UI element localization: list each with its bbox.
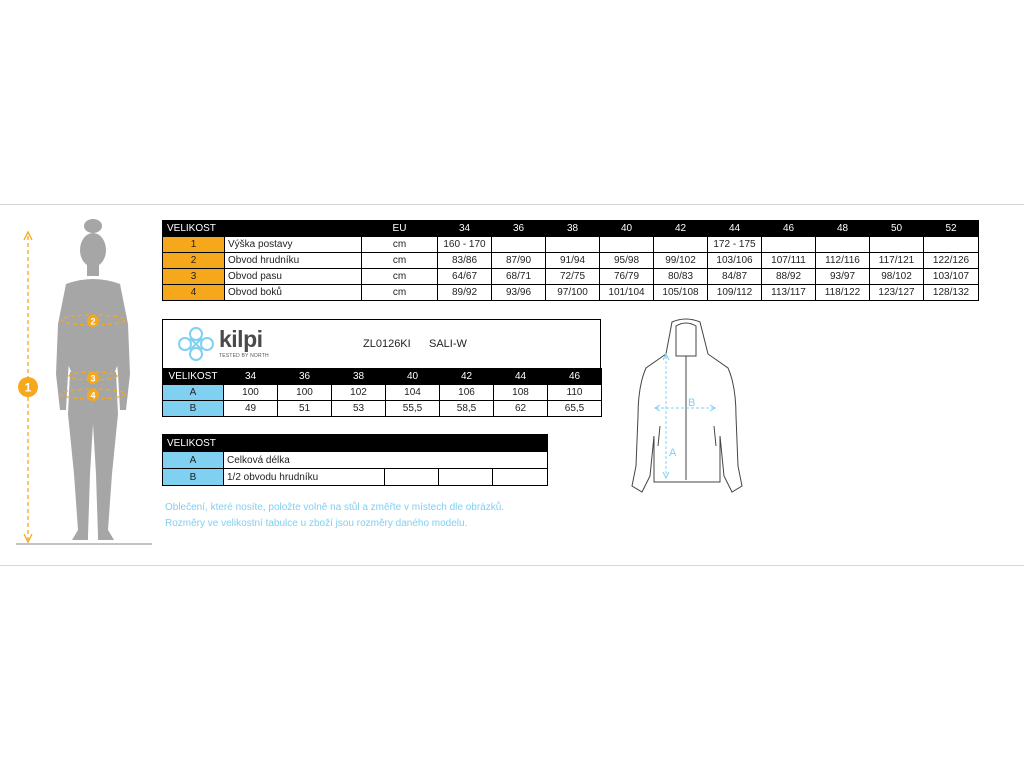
table-cell: 103/106 [708,253,762,269]
table-cell: 106 [440,385,494,401]
table-cell: 51 [278,401,332,417]
table-cell: 112/116 [816,253,870,269]
table-cell: 118/122 [816,285,870,301]
header-size: 44 [708,221,762,237]
table-cell: 55,5 [386,401,440,417]
header-size: 40 [386,369,440,385]
product-size-table [162,368,602,417]
header-eu: EU [362,221,438,237]
brand-name: kilpi [219,326,263,352]
table-cell: 110 [548,385,602,401]
kilpi-logo-icon [177,326,215,362]
table-cell [385,469,439,486]
table-cell: 100 [278,385,332,401]
table-cell [439,469,493,486]
table-cell: 102 [332,385,386,401]
table-row [163,285,979,301]
row-description: 1/2 obvodu hrudníku [224,469,385,486]
table-header-row [163,221,979,237]
measurement-key-table [162,434,548,486]
table-cell: 97/100 [546,285,600,301]
svg-text:3: 3 [90,373,96,384]
row-label: Obvod boků [225,285,362,301]
table-cell [492,237,546,253]
table-cell: 105/108 [654,285,708,301]
header-size: 38 [546,221,600,237]
table-cell: 108 [494,385,548,401]
table-row [163,401,602,417]
table-cell: 172 - 175 [708,237,762,253]
header-velikost: VELIKOST [163,221,362,237]
svg-text:2: 2 [90,316,96,327]
table-cell: 89/92 [438,285,492,301]
instruction-note: Oblečení, které nosíte, položte volně na stůl a změřte v místech dle obrázků. [165,502,505,513]
table-cell: 87/90 [492,253,546,269]
row-unit: cm [362,253,438,269]
table-cell: 107/111 [762,253,816,269]
table-cell: 109/112 [708,285,762,301]
table-cell [546,237,600,253]
brand-tagline: TESTED BY NORTH [219,353,269,359]
table-cell [870,237,924,253]
table-cell: 104 [386,385,440,401]
header-size: 48 [816,221,870,237]
header-size: 36 [278,369,332,385]
table-cell: 128/132 [924,285,979,301]
table-cell: 65,5 [548,401,602,417]
svg-text:1: 1 [24,380,32,395]
row-label: Výška postavy [225,237,362,253]
row-unit: cm [362,237,438,253]
table-cell: 99/102 [654,253,708,269]
disclaimer-note: Rozměry ve velikostní tabulce u zboží jsou rozměry daného modelu. [165,518,468,529]
table-cell: 49 [224,401,278,417]
header-size: 36 [492,221,546,237]
header-size: 42 [654,221,708,237]
header-size: 50 [870,221,924,237]
table-cell: 72/75 [546,269,600,285]
table-cell: 103/107 [924,269,979,285]
table-cell: 98/102 [870,269,924,285]
table-cell [600,237,654,253]
table-cell: 160 - 170 [438,237,492,253]
row-label: Obvod hrudníku [225,253,362,269]
row-number: 4 [163,285,225,301]
svg-text:4: 4 [90,390,96,401]
table-cell [654,237,708,253]
table-row [163,385,602,401]
row-label: B [163,469,224,486]
table-cell: 88/92 [762,269,816,285]
product-code: ZL0126KI [363,338,411,350]
table-cell: 123/127 [870,285,924,301]
table-row [163,269,979,285]
product-header [162,319,601,369]
svg-text:B: B [688,397,696,409]
jacket-illustration [624,316,744,498]
table-cell: 93/97 [816,269,870,285]
table-cell: 80/83 [654,269,708,285]
table-cell: 95/98 [600,253,654,269]
body-measurement-figure [14,214,154,550]
row-number: 1 [163,237,225,253]
table-cell: 101/104 [600,285,654,301]
header-size: 42 [440,369,494,385]
header-size: 38 [332,369,386,385]
table-row [163,452,548,469]
table-cell: 68/71 [492,269,546,285]
header-size: 52 [924,221,979,237]
header-size: 44 [494,369,548,385]
row-label: Obvod pasu [225,269,362,285]
table-cell: 122/126 [924,253,979,269]
row-unit: cm [362,269,438,285]
table-row [163,253,979,269]
header-velikost: VELIKOST [163,369,224,385]
table-cell: 64/67 [438,269,492,285]
table-cell: 117/121 [870,253,924,269]
row-label: A [163,452,224,469]
body-size-table [162,220,979,301]
table-cell [493,469,548,486]
table-cell [924,237,979,253]
header-velikost: VELIKOST [163,435,548,452]
header-size: 40 [600,221,654,237]
row-number: 3 [163,269,225,285]
table-cell [762,237,816,253]
header-size: 46 [762,221,816,237]
table-cell: 62 [494,401,548,417]
row-description: Celková délka [224,452,548,469]
table-row [163,237,979,253]
row-number: 2 [163,253,225,269]
header-size: 34 [224,369,278,385]
table-cell: 113/117 [762,285,816,301]
table-header-row [163,369,602,385]
table-cell [816,237,870,253]
row-label: A [163,385,224,401]
table-cell: 84/87 [708,269,762,285]
table-cell: 53 [332,401,386,417]
table-cell: 91/94 [546,253,600,269]
table-cell: 93/96 [492,285,546,301]
header-size: 34 [438,221,492,237]
svg-text:A: A [669,447,677,459]
table-header-row [163,435,548,452]
table-cell: 76/79 [600,269,654,285]
row-label: B [163,401,224,417]
row-unit: cm [362,285,438,301]
table-cell: 100 [224,385,278,401]
table-cell: 58,5 [440,401,494,417]
product-model: SALI-W [429,338,467,350]
table-row [163,469,548,486]
header-size: 46 [548,369,602,385]
table-cell: 83/86 [438,253,492,269]
